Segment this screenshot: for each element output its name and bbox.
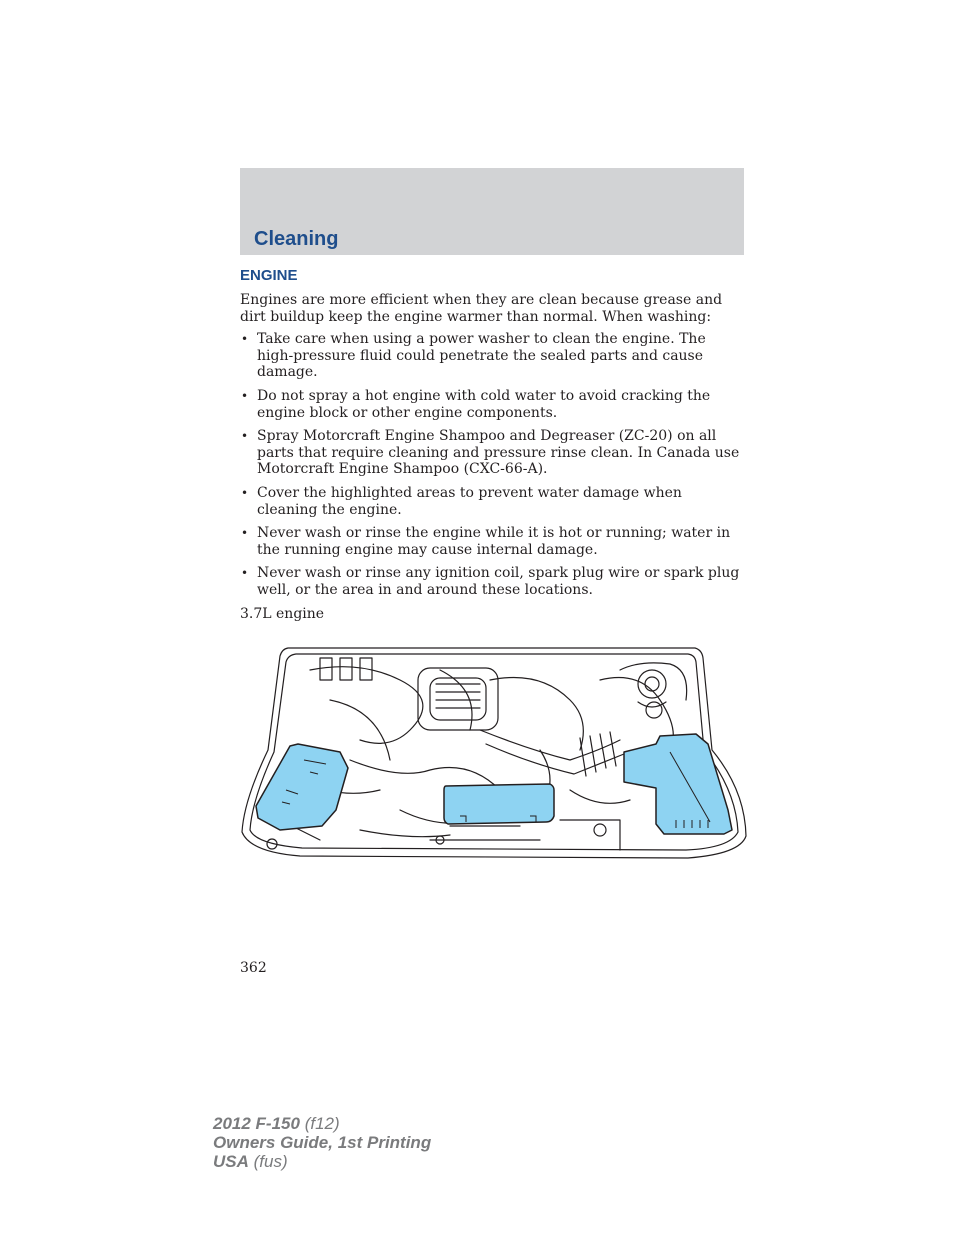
bullet-icon: • <box>241 429 249 444</box>
footer-line-2 <box>213 1133 431 1152</box>
footer-guide: Owners Guide, 1st Printing <box>213 1133 432 1152</box>
bullet-icon: • <box>241 526 249 541</box>
list-item <box>240 388 745 421</box>
section-heading: ENGINE <box>240 267 298 284</box>
header-title: Cleaning <box>254 228 339 250</box>
list-item-text: Spray Motorcraft Engine Shampoo and Degreaser (ZC-20) on all parts that require cleaning and pressure rinse clean. In Canada use Motorcraft Engine Shampoo (CXC-66-A). <box>257 428 740 478</box>
bullet-icon: • <box>241 332 249 347</box>
bullet-icon: • <box>241 485 249 500</box>
list-item <box>240 428 745 478</box>
footer-line-3 <box>213 1152 431 1171</box>
list-item-text: Cover the highlighted areas to prevent water damage when cleaning the engine. <box>257 484 682 518</box>
bullet-icon: • <box>241 388 249 403</box>
highlighted-air-filter-box <box>624 734 732 834</box>
engine-bay-diagram <box>240 640 748 868</box>
list-item-text: Never wash or rinse the engine while it is hot or running; water in the running engine may cause internal damage. <box>257 525 731 558</box>
footer <box>213 1114 431 1171</box>
figure-caption: 3.7L engine <box>240 605 325 622</box>
highlighted-battery-cover <box>256 744 348 830</box>
engine-illustration <box>240 640 748 868</box>
list-item <box>240 485 745 518</box>
list-item-text: Never wash or rinse any ignition coil, spark plug wire or spark plug well, or the area in and around these locations. <box>257 565 740 598</box>
coolant-reservoir-cap <box>638 670 666 698</box>
highlighted-fuse-box-cover <box>444 784 554 824</box>
footer-line-1 <box>213 1114 431 1133</box>
intro-paragraph: Engines are more efficient when they are clean because grease and dirt buildup keep the engine warmer than normal. When washing: <box>240 292 723 325</box>
intake-tube <box>480 730 624 774</box>
footer-model: 2012 F-150 <box>213 1114 300 1133</box>
list-item-text: Take care when using a power washer to clean the engine. The high-pressure fluid could penetrate the sealed parts and cause damage. <box>257 331 706 381</box>
list-item <box>240 331 745 381</box>
footer-model-code: (f12) <box>304 1114 340 1133</box>
body-content <box>240 292 745 622</box>
bullet-icon: • <box>241 566 249 581</box>
section-header-band <box>240 168 744 255</box>
list-item <box>240 565 745 598</box>
list-item-text: Do not spray a hot engine with cold water to avoid cracking the engine block or other engine components. <box>257 387 711 421</box>
footer-market-code: (fus) <box>253 1152 288 1171</box>
footer-market: USA <box>213 1152 249 1171</box>
bullet-list <box>240 331 745 598</box>
list-item <box>240 525 745 558</box>
page-number: 362 <box>240 960 267 976</box>
